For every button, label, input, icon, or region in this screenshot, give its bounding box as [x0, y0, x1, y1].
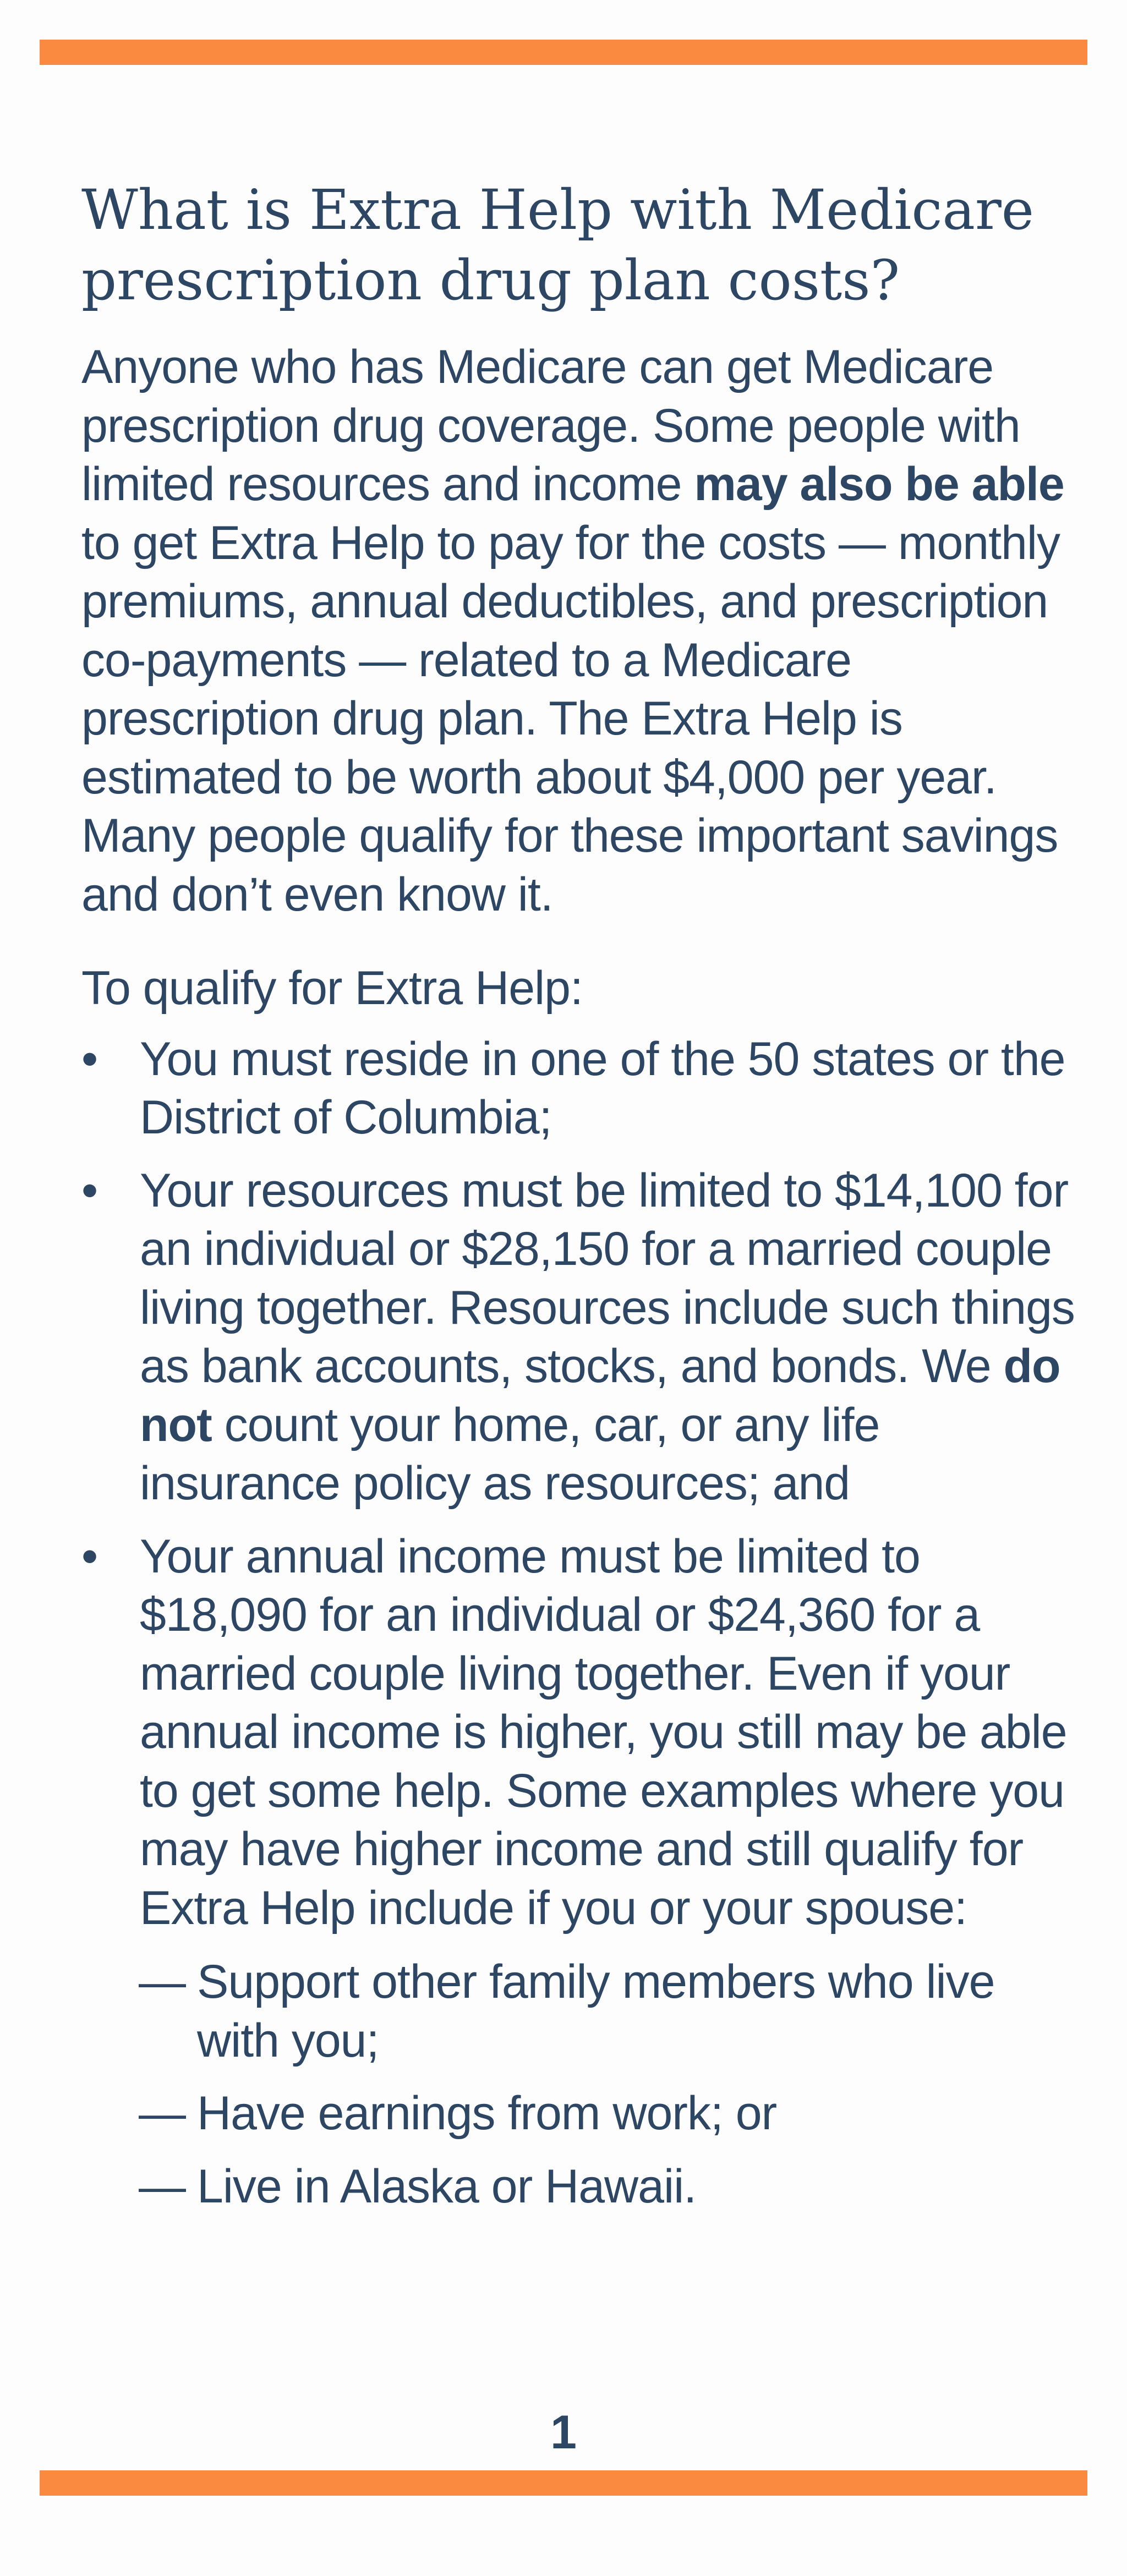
income-example-text: Live in Alaska or Hawaii. — [197, 2160, 697, 2213]
qualification-list — [81, 1030, 1087, 2216]
bullet-icon: • — [81, 1164, 98, 1217]
top-accent-bar — [40, 40, 1087, 65]
resources-text-end: count your home, car, or any life insurance policy as resources; and — [140, 1398, 880, 1510]
income-example-item — [139, 1953, 1087, 2070]
list-item-resources — [81, 1161, 1087, 1513]
intro-emphasis: may also be able — [694, 458, 1064, 511]
qualify-heading: To qualify for Extra Help: — [81, 962, 583, 1015]
list-item-income — [81, 1527, 1087, 2216]
bullet-icon: • — [81, 1530, 98, 1583]
resources-text-start: Your resources must be limited to $14,100 for an individual or $28,150 for a married couple living together. Resources include such things as bank accounts, stocks, and bonds. We — [140, 1164, 1075, 1393]
income-example-text: Have earnings from work; or — [197, 2087, 777, 2140]
page-number: 1 — [550, 2406, 577, 2459]
income-examples-list — [139, 1953, 1087, 2216]
bullet-icon: • — [81, 1032, 98, 1086]
intro-paragraph — [81, 338, 1087, 924]
page-content — [81, 175, 1087, 2230]
dash-icon: — — [139, 2160, 185, 2213]
dash-icon: — — [139, 1955, 185, 2008]
residence-text: You must reside in one of the 50 states or the District of Columbia; — [140, 1032, 1065, 1144]
intro-text-end: to get Extra Help to pay for the costs — monthly premiums, annual deductibles, and prescription co-payments — related to a Medicare prescription drug plan. The Extra Help is estimated to be worth about $4,000 per year. Many people qualify for these important savings and don’t even know it. — [81, 516, 1060, 921]
resources-emphasis: do not — [140, 1340, 1060, 1451]
intro-text-start: Anyone who has Medicare can get Medicare prescription drug coverage. Some people with limited resources and income — [81, 341, 1020, 511]
list-item-residence — [81, 1030, 1087, 1147]
income-example-item — [139, 2084, 1087, 2143]
bottom-accent-bar — [40, 2470, 1087, 2496]
page-title: What is Extra Help with Medicare prescription drug plan costs? — [81, 178, 1034, 313]
income-example-text: Support other family members who live with you; — [197, 1955, 995, 2067]
income-text: Your annual income must be limited to $18,090 for an individual or $24,360 for a married couple living together. Even if your annual income is higher, you still may be able to get some help. Some examples where you may have higher income and still qualify for Extra Help include if you or your spouse: — [140, 1530, 1067, 1934]
income-example-item — [139, 2157, 1087, 2216]
dash-icon: — — [139, 2087, 185, 2140]
